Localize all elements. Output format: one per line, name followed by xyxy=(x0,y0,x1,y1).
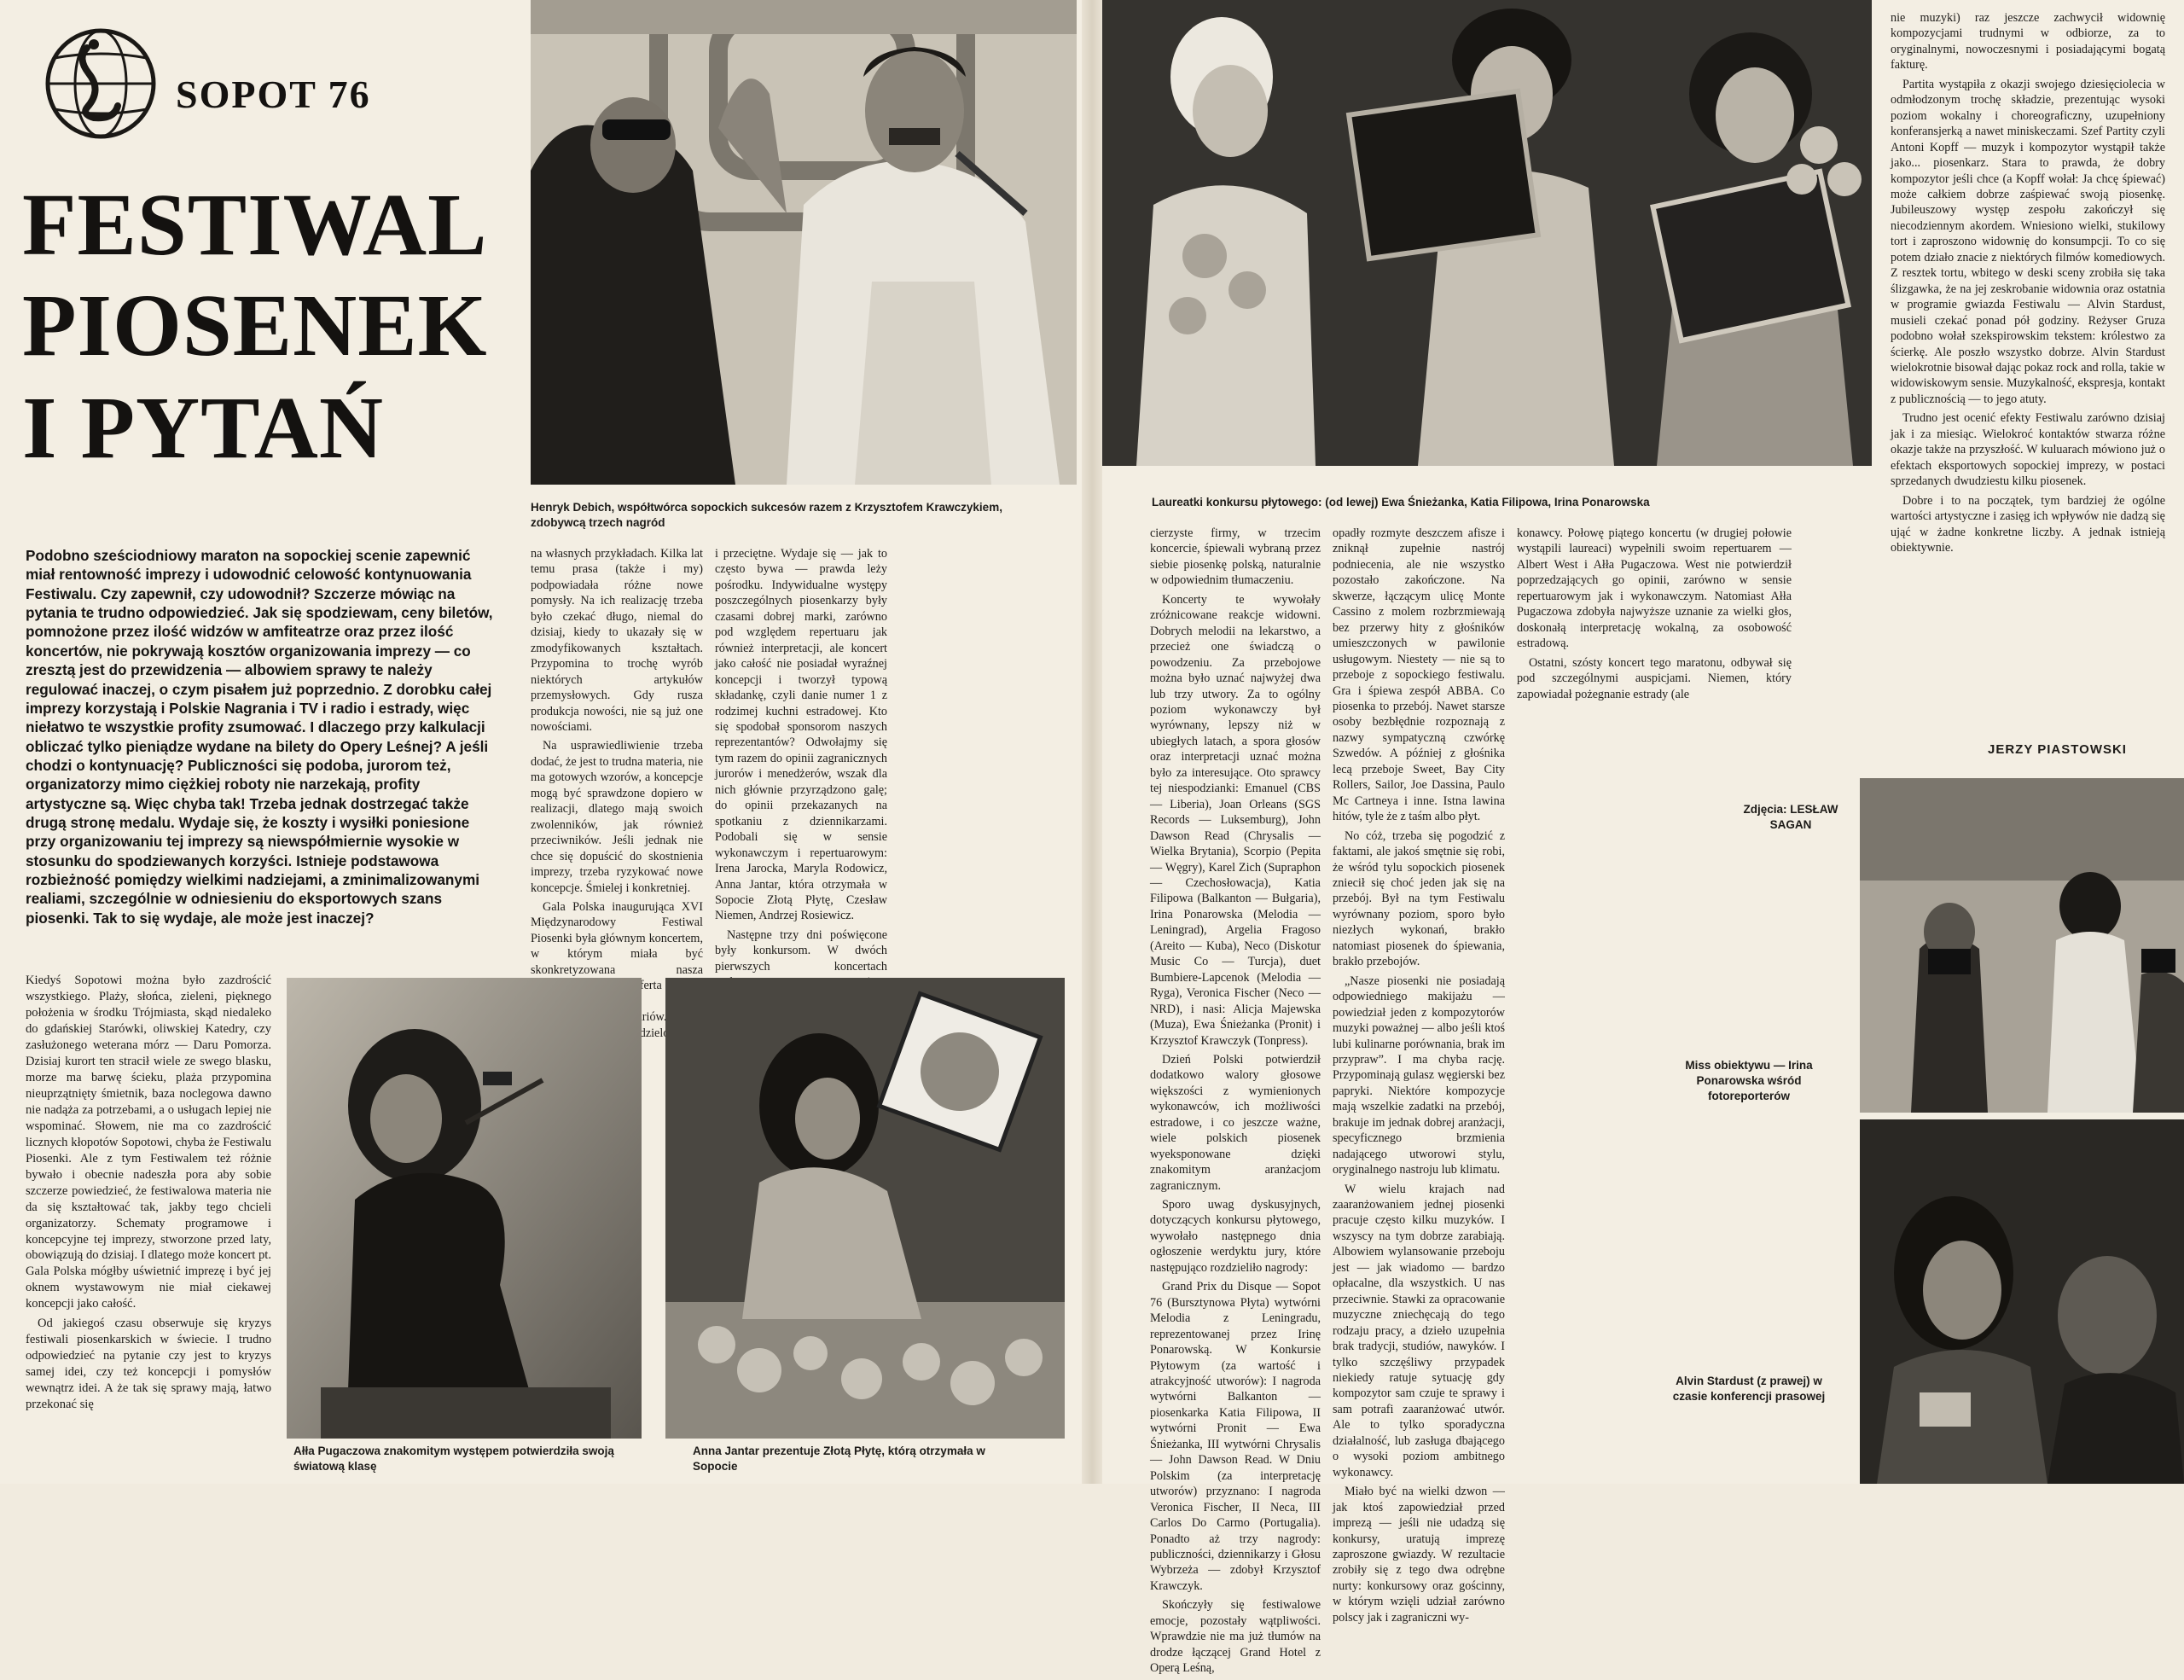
section-title: SOPOT 76 xyxy=(176,73,371,116)
col3-p1: i przeciętne. Wydaje się — jak to często bywa — prawda leży pośrodku. Indywidualne występy poszczególnych piosenkarzy były czasami dobrej marki, zarówno pod względem repertuaru jak również interpretacji, ale koncert jako całość nie posiadał wyraźnej koncepcji i tworzył typową składankę, czyli danie numer 1 z rodzimej kuchni estradowej. Kto się spodobał sponsorom naszych reprezentantów? Odwołajmy się tym razem do opinii zagranicznych jurorów i menedżerów, wszak dla nich głównie przyrządzono galę; do opinii przekazanych na spotkaniu z dziennikarzami. Podobali się w sensie wykonawczym i repertuarowym: Irena Jarocka, Maryla Rodowicz, Anna Jantar, która otrzymała w Sopocie Złotą Płytę, Czesław Niemen, Andrzej Rosiewicz. xyxy=(715,547,887,923)
col5-p1: opadły rozmyte deszczem afisze i zniknął zupełnie nastrój podniecenia, ale nie wszystko pozostało zakończone. Na skwerze, łączącym ulicę Monte Cassino z molem rozbrzmiewają bez przerwy hity z głośników umieszczonych w pawilonie usługowym. Niestety — nie są to przeboje z sopockiego festiwalu. Gra i śpiewa zespół ABBA. Co piosenka to przebój. Nawet starsze osoby bezbłędnie rozpoznają z nazwy sympatyczną czwórkę Szwedów. A później z głośnika lecą przeboje Sweet, Bay City Rollers, Sailor, Joe Dassina, Paulo Mc Cartneya i inne. Istna lawina hitów, tyle że z taśm albo płyt. xyxy=(1333,526,1505,824)
col3-p2: Następne trzy dni poświęcone były konkursom. W dwóch pierwszych koncertach xyxy=(715,927,887,974)
lead-text: Podobno sześciodniowy maraton na sopockiej scenie zapewnić miał rentowność imprezy i udowodnić celowość kontynuowania Festiwalu. Czy zapewnił, czy udowodnił? Szczerze mówiąc na pytania te trudno odpowiedzieć. Jak się spodziewam, ceny biletów, pomnożone przez ilość widzów w amfiteatrze oraz przez ilość koncertów, nie pokrywają kosztów organizowania imprezy — co zresztą jest do przewidzenia — albowiem sprawy te należy regulować inaczej, o czym pisałem już poprzednio. Z dorobku całej imprezy korzystają i Polskie Nagrania i TV i radio i estrady, więc niełatwo te wszystkie profity zsumować. I dlaczego przy kalkulacji obliczać tylko pieniądze wydane na bilety do Opery Leśnej? A jeśli chodzi o kontynuację? Publiczności się podoba, jurorom też, organizatorzy mimo ciężkiej roboty nie narzekają, profity artystyczne są. Więc chyba tak! Trzeba jednak dostrzegać także drugą stronę medalu. Wydaje się, że koszty i wysiłki poniesione przy organizowaniu tej imprezy są niewspółmiernie wysokie w stosunku do spodziewanych korzyści. Istnieje podstawowa rozbieżność pomiędzy wielkimi nadziejami, a zminimalizowanymi realiami, szczególnie w odniesieniu do eksportowych szans piosenki. Tak to się wydaje, ale może jest inaczej? xyxy=(26,547,493,927)
caption-jantar: Anna Jantar prezentuje Złotą Płytę, którą otrzymała w Sopocie xyxy=(693,1445,985,1473)
caption-laureatki: Laureatki konkursu płytowego: (od lewej) Ewa Śnieżanka, Katia Filipowa, Irina Ponarowska xyxy=(1152,496,1650,509)
col7-p1: nie muzyki) raz jeszcze zachwycił widownię kompozycjami trudnymi w odbiorze, za to oryginalnymi, nowoczesnymi i posiadającymi bogatą fakturę. xyxy=(1891,11,2165,73)
column-6 xyxy=(1517,526,1792,706)
headline-line-3: I PYTAŃ xyxy=(22,379,384,477)
caption-stardust: Alvin Stardust (z prawej) w czasie konferencji prasowej xyxy=(1672,1375,1826,1403)
photo-debich-krawczyk xyxy=(531,0,1077,485)
col6-p1: konawcy. Połowę piątego koncertu (w drugiej połowie wystąpili laureaci) wypełnili swoim repertuarem — Albert West i Ałła Pugaczowa. West nie potwierdził poprzedzających go opinii, zarówno w sensie repertuarowym jak i wykonawczym. Natomiast Ałła Pugaczowa zdobyła najwyższe uznanie za wielki głos, doskonałą interpretację wokalną, za osobowość estradową. xyxy=(1517,526,1792,651)
column-4 xyxy=(1150,526,1321,1680)
author-byline: JERZY PIASTOWSKI xyxy=(1988,742,2127,757)
photo-pugaczowa xyxy=(287,978,642,1439)
photo-credit: Zdjęcia: LESŁAW SAGAN xyxy=(1743,803,1838,831)
photo-jantar xyxy=(665,978,1065,1439)
col2-p2: Na usprawiedliwienie trzeba dodać, że jest to trudna materia, nie ma gotowych wzorów, a koncepcje mogą być sprawdzone dopiero w realizacji, dlatego mają swoich zwolenników, jak również przeciwników. Jeśli jednak nie chce się dopuścić do skostnienia imprezy, trzeba ryzykować nowe koncepcje. Śmielej i konkretniej. xyxy=(531,739,703,895)
col5-p3: „Nasze piosenki nie posiadają odpowiedniego makijażu — powiedział jeden z kompozytorów muzyki poważnej — albo jeśli ktoś lubi kulinarne porównania, brak im przypraw”. I ma chyba rację. Przypominają gulasz węgierski bez papryki. Niektóre kompozycje mają wszelkie zadatki na przebój, brakuje im jednak dobrej aranżacji, specyficznego brzmienia nadającego utworowi stylu, oryginalnego nastroju lub klimatu. xyxy=(1333,974,1505,1177)
col4-p3: Dzień Polski potwierdził dodatkowo walory głosowe większości z wymienionych wykonawców, ich możliwości estradowe, i co jeszcze ważne, wiele polskich piosenek wyeksponowane dzięki znakomitym aranżacjom zagranicznym. xyxy=(1150,1052,1321,1193)
col4-p6: Skończyły się festiwalowe emocje, pozostały wątpliwości. Wprawdzie nie ma już tłumów na drodze łączącej Grand Hotel z Operą Leśną, xyxy=(1150,1598,1321,1676)
col5-p4: W wielu krajach nad zaaranżowaniem jednej piosenki pracuje często kilku muzyków. I wszyscy na tym dobrze zarabiają. Albowiem wylansowanie przeboju jest — jak wiadomo — bardzo opłacalne, dla wszystkich. U nas przeciwnie. Stawki za opracowanie muzyczne zniechęcają do tego rodzaju pracy, a dzieło uzupełnia brak tradycji, studiów, nawyków. I tylko szczęśliwy przypadek niekiedy ratuje sytuację gdy kompozytor sam czuje te sprawy i sam potrafi zaaranżować utwór. Ale to tylko sporadyczna działalność, lub zasługa dbającego o wysoki poziom ambitnego wykonawcy. xyxy=(1333,1182,1505,1479)
photo-miss-obiektywu xyxy=(1860,778,2184,1113)
headline-line-1: FESTIWAL xyxy=(22,176,488,274)
column-7 xyxy=(1891,10,2165,559)
col2-p3: Gala Polska inaugurująca XVI Międzynarodowy Festiwal Piosenki była głównym koncertem, w którym miała być skonkretyzowana nasza oferta podzielone xyxy=(531,899,703,1040)
col1-p2: Od jakiegoś czasu obserwuje się kryzys festiwali piosenkarskich w świecie. I trudno odpowiedzieć na pytanie czy jest to kryzys samej idei, czy też koncepcji i pomysłów wewnątrz idei. A że tak się sprawy mają, łatwo przekonać się xyxy=(26,1317,271,1412)
caption-debich: Henryk Debich, współtwórca sopockich sukcesów razem z Krzysztofem Krawczykiem, zdobywcą trzech nagród xyxy=(531,501,1002,529)
lead-paragraph xyxy=(26,546,500,927)
col6-p2: Ostatni, szósty koncert tego maratonu, odbywał się pod szczególnymi auspicjami. Niemen, który zapowiadał pożegnanie estrady (ale xyxy=(1517,655,1792,701)
col5-p2: No cóż, trzeba się pogodzić z faktami, ale jakoś smętnie się robi, że wśród tylu sopockich piosenek zniecił się choć jeden jak się na przebój. Był na tym Festiwalu wyrównany poziom, sporo było niezłych wykonań, brakło natomiast piosenek do śpiewania, brakło przebojów. xyxy=(1333,828,1505,969)
col7-p2: Partita wystąpiła z okazji swojego dziesięciolecia w odmłodzonym trochę składzie, prezentując wysoki poziom wokalny i choreograficzny, uzupełniony konferansjerką a nawet miniskeczami. Szef Partity czyli Antoni Kopff — muzyk i kompozytor wystąpił także jako... piosenkarz. Stara to prawda, że dobry kompozytor jeśli chce (a Kopff wołał: Ja chcę śpiewać) może całkiem dobrze zaśpiewać swoją piosenkę. Jubileuszowy występ zespołu zakończył się niecodziennym akordem. Wniesiono wielki, stukilowy tort i zaproszono widownię do konsumpcji. To co się potem działo znacie z niektórych filmów komediowych. Z resztek tortu, wbitego w deski sceny zrobiła się taka ślizgawka, że na jej zeskrobanie widownia oraz ostatnia w programie gwiazda Festiwalu — Alvin Stardust, musieli czekać ponad pół godziny. Reżyser Gruza podobno wołał szekspirowskim tekstem: królestwo za ścierkę. Ale poszło wszystko dobrze. Alvin Stardust wielokrotnie bisował dając pokaz rock and rolla, takie w widowiskowym sensie. Muzykalność, ekspresja, kontakt z publicznością — to jego atuty. xyxy=(1891,77,2165,406)
col4-p2: Koncerty te wywołały zróżnicowane reakcje widowni. Dobrych melodii na lekarstwo, a przecież one świadczą o powodzeniu. Za przebojowe można było uznać najwyżej dwa lub trzy utwory. Za to ogólny poziom wykonawczy był wyrównany, lepszy niż w ubiegłych latach, a spora głosów oraz interpretacji uznać można było za interesujące. Oto sprawcy tej niespodzianki: Emanuel (CBS — Liberia), Joan Orleans (SGS Records — Luksemburg), John Dawson Read (Chrysalis — Wielka Brytania), Scorpio (Pepita — Węgry), Karel Zich (Supraphon — Czechosłowacja), Katia Filipowa (Balkanton — Bułgaria), Irina Ponarowska (Melodia — Leningrad), Argelia Fragoso (Areito — Kuba), Neco (Diskotur Music Co — Turcja), duet Bumbiere-Lapcenok (Melodia — Ryga), Veronica Fischer (Neco — NRD), i nasi: Alicja Majewska (Muza), Ewa Śnieżanka (Pronit) i Krzysztof Krawczyk (Tonpress). xyxy=(1150,592,1321,1048)
column-5 xyxy=(1333,526,1505,1629)
photo-laureatki xyxy=(1102,0,1872,466)
col4-p4: Sporo uwag dyskusyjnych, dotyczących konkursu płytowego, wywołało następnego dnia ogłoszenie werdyktu jury, które następująco rozdzieliło nagrody: xyxy=(1150,1198,1321,1275)
page-gutter xyxy=(1082,0,1102,1484)
caption-pugaczowa: Ałła Pugaczowa znakomitym występem potwierdziła swoją światową klasę xyxy=(293,1445,614,1473)
col5-p5: Miało być na wielki dzwon — jak ktoś zapowiedział przed imprezą — jeśli nie udadzą się konkursy, uratują imprezę zaproszone gwiazdy. W rezultacie zrobiły się z tego dwa odrębne nurty: konkursowy oraz gościnny, w którym wzięli udział zarówno polscy jak i zagraniczni wy- xyxy=(1333,1485,1505,1625)
column-3 xyxy=(715,546,887,1041)
sopot-logo xyxy=(32,24,169,143)
col4-p1: cierzyste firmy, w trzecim koncercie, śpiewali wybraną przez siebie piosenkę polską, naturalnie w odpowiednim tłumaczeniu. xyxy=(1150,526,1321,588)
globe-swan-icon xyxy=(32,24,169,143)
caption-miss: Miss obiektywu — Irina Ponarowska wśród fotoreporterów xyxy=(1685,1059,1813,1102)
col7-p3: Trudno jest ocenić efekty Festiwalu zarówno dzisiaj jak i za miesiąc. Wielokroć kontaktów stwarza różne okazje także na przyszłość. W kuluarach mówiono już o efektach eksportowych sopockiej imprezy, w postaci sprzedanych dwudziestu kilku piosenek. xyxy=(1891,411,2165,489)
col2-p1: na własnych przykładach. Kilka lat temu prasa (także i my) podpowiadała różne nowe pomysły. Na ich realizację trzeba było czekać długo, niemal do dzisiaj, kiedy to ukazały się w zmodyfikowanych kształtach. Przypomina to trochę wyrób niektórych artykułów przemysłowych. Gdy rusza produkcja nowości, nie są już one nowościami. xyxy=(531,547,703,734)
headline-line-2: PIOSENEK xyxy=(22,276,488,375)
col7-p4: Dobre i to na początek, tym bardziej że ogólne wartości artystyczne i zasięg ich wpływów nie dadzą się ująć w żadne konkretne liczby. A jednak istnieją obiektywnie. xyxy=(1891,493,2165,555)
photo-stardust xyxy=(1860,1119,2184,1484)
col4-p5: Grand Prix du Disque — Sopot 76 (Bursztynowa Płyta) wytwórni Melodia z Leningradu, reprezentowanej przez Irinę Ponarowską. W Konkursie Płytowym (za wartość i atrakcyjność utworów): I nagroda wytwórni Balkanton — piosenkarka Katia Filipowa, II wytwórni Pronit — Ewa Śnieżanka, III wytwórni Chrysalis — John Dawson Read. W Dniu Polskim (za interpretację utworów) przyznano: I nagroda Veronica Fischer, II Neca, III Carlos Do Carmo (Portugalia). Ponadto aż trzy nagrody: publiczności, dziennikarzy i Głosu Wybrzeża — zdobył Krzysztof Krawczyk. xyxy=(1150,1280,1321,1593)
column-1 xyxy=(26,973,271,1416)
col1-p1: Kiedyś Sopotowi można było zazdrościć wszystkiego. Plaży, słońca, zieleni, pięknego położenia w środku Trójmiasta, skąd niedaleko do gdańskiej Starówki, oliwskiej Katedry, czy zasłużonego weterana mórz — Daru Pomorza. Dzisiaj kurort ten stracił wiele ze swego blasku, morze ma barwę ścieku, plaża przypomina nieuprzątnięty śmietnik, baza noclegowa dawno nie nadąża za potrzebami, a o usługach lepiej nie wspominać. Słowem, nie ma co zazdrościć licznych kłopotów Sopotowi, chyba że Festiwalu Piosenki. Ale z tym Festiwalem też różnie bywało i obecnie nadeszła pora aby sobie szczerze powiedzieć, że festiwalowa materia nie da się kształtować tak, jakby tego chcieli organizatorzy. Schematy programowe i koncepcyjne tej imprezy, stworzone przed laty, obowiązują do dzisiaj. I dlatego może koncert pt. Gala Polska mógłby uświetnić imprezę i być jej oknem wystawowym nie miał ciekawej koncepcji jako całość. xyxy=(26,974,271,1311)
